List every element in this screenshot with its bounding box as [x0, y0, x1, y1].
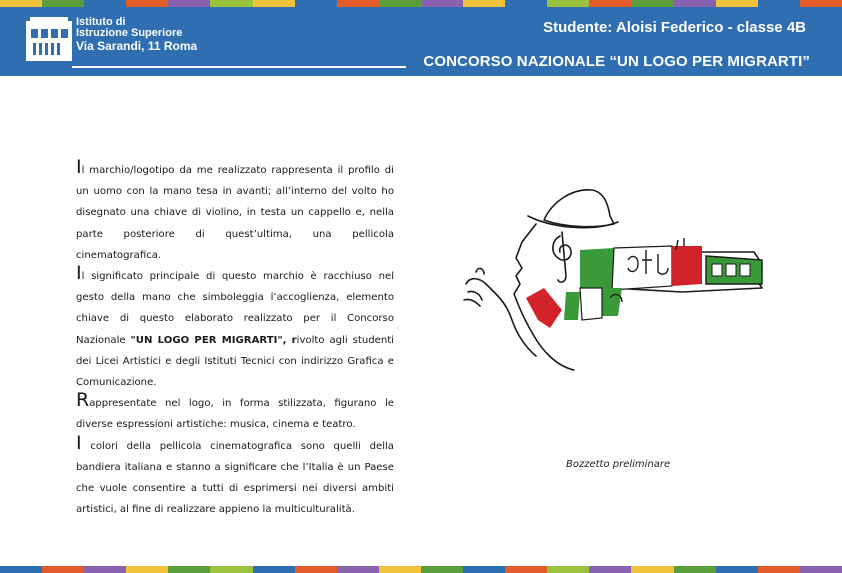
top-color-stripe: [0, 0, 842, 7]
film-strip-colors: [526, 246, 762, 328]
dropcap: I: [76, 156, 82, 178]
paragraph-text: appresentate nel logo, in forma stilizzata, figurano le diverse espressioni artistiche: musica, cinema e teatro.: [76, 398, 394, 431]
letter-red-stroke: [526, 288, 562, 328]
treble-clef-icon: [553, 232, 571, 282]
artwork-caption: Bozzetto preliminare: [566, 459, 671, 470]
letter-green-stroke: [564, 292, 580, 320]
bottom-color-stripe: [0, 566, 842, 573]
header-rule: [72, 66, 406, 68]
paragraph-text: l significato principale di questo marchio è racchiuso nel gesto della mano che simboleggia l’accoglienza, elemento chiave di questo elaborato realizzato per il Concorso Nazionale: [76, 271, 394, 346]
letter-white-block: [580, 288, 602, 320]
page-header: [0, 7, 842, 76]
contest-name-bold: "UN LOGO PER MIGRARTI", r: [130, 334, 297, 346]
dropcap: R: [76, 389, 90, 412]
hat-outline: [544, 190, 614, 227]
dropcap: I: [76, 262, 82, 285]
paragraph-text: l marchio/logotipo da me realizzato rappresenta il profilo di un uomo con la mano tesa in avanti; all’interno del volto ho disegnato una chiave di violino, in testa un cappello e, nella parte posteriore di quest’ultima, una pellicola cinematografica.: [76, 165, 394, 261]
school-address: Via Sarandi, 11 Roma: [76, 39, 198, 53]
student-name: Studente: Aloisi Federico - classe 4B: [543, 19, 806, 36]
letter-a-green: [602, 288, 622, 316]
paragraph-1: [76, 156, 394, 266]
dropcap: I: [76, 431, 82, 454]
film-green: [580, 248, 614, 292]
school-name: [76, 17, 197, 53]
film-red: [672, 246, 702, 286]
school-line-1: Istituto di: [76, 16, 126, 28]
hand-outline: [464, 268, 536, 356]
paragraph-2: [76, 262, 394, 393]
school-line-2: Istruzione Superiore: [76, 27, 183, 39]
contest-title: CONCORSO NAZIONALE “UN LOGO PER MIGRARTI”: [423, 53, 810, 70]
paragraph-4: [76, 431, 394, 521]
logo-sketch: [462, 180, 772, 380]
paragraph-3: [76, 389, 394, 435]
film-white: [612, 246, 672, 290]
film-frame-red: [712, 264, 750, 276]
school-building-icon: [26, 15, 72, 61]
paragraph-text: ivolto agli studenti dei Licei Artistici e degli Istituti Tecnici con indirizzo Grafica e Comunicazione.: [76, 334, 394, 389]
description-text: [76, 156, 394, 520]
paragraph-text: colori della pellicola cinematografica sono quelli della bandiera italiana e stanno a significare che l’Italia è un Paese che vuole consentire a tutti di esprimersi nei diversi ambiti artistici, al fine di realizzare appieno la multiculturalità.: [76, 440, 394, 516]
